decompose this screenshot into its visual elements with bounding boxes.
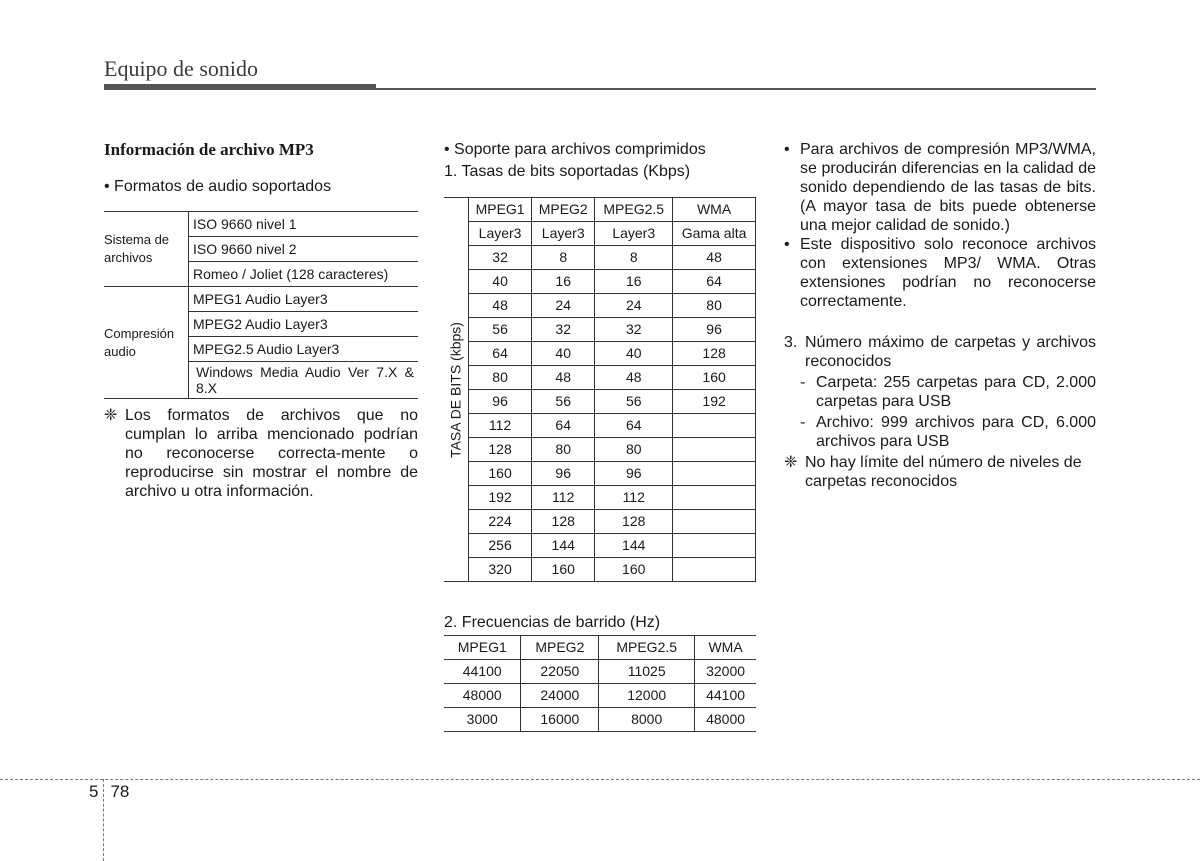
table-cell: 128 bbox=[469, 438, 532, 462]
compressed-support-bullet: • Soporte para archivos comprimidos bbox=[444, 141, 706, 158]
left-column bbox=[104, 140, 418, 501]
table-cell: 48 bbox=[673, 246, 756, 270]
table-cell: 96 bbox=[595, 462, 673, 486]
mp3-info-heading: Información de archivo MP3 bbox=[104, 140, 314, 159]
table-cell: 80 bbox=[673, 294, 756, 318]
column-header: MPEG1 bbox=[469, 198, 532, 222]
note-mark: ❈ bbox=[104, 407, 118, 424]
item-3 bbox=[784, 333, 1096, 371]
table-cell: 16 bbox=[532, 270, 595, 294]
table-cell: 128 bbox=[595, 510, 673, 534]
frequency-table bbox=[444, 635, 756, 732]
table-cell bbox=[673, 438, 756, 462]
table-cell: 56 bbox=[532, 390, 595, 414]
page-count: 78 bbox=[110, 782, 130, 801]
bullet-text: Este dispositivo solo reconoce archivos con extensiones MP3/ WMA. Otras extensiones podrían no reconocerse correctamente. bbox=[800, 236, 1096, 310]
table-row bbox=[444, 294, 756, 318]
format-group-label: Sistema de archivos bbox=[104, 212, 189, 287]
column-header: MPEG1 bbox=[444, 636, 521, 660]
table-cell: 128 bbox=[532, 510, 595, 534]
folders-note bbox=[784, 453, 1096, 491]
formats-note-text: Los formatos de archivos que no cumplan lo arriba mencionado podrían no reconocerse correcta-mente o reproducirse sin mostrar el nombre de archivo u otra información. bbox=[125, 407, 418, 500]
table-cell: 3000 bbox=[444, 708, 521, 732]
footer-divider bbox=[0, 779, 1200, 780]
table-cell bbox=[673, 462, 756, 486]
table-row bbox=[444, 660, 756, 684]
item-3-number: 3. bbox=[784, 334, 798, 351]
table-row bbox=[444, 534, 756, 558]
table-row bbox=[104, 287, 418, 312]
table-cell: 12000 bbox=[599, 684, 695, 708]
folders-note-text: No hay límite del número de niveles de carpetas reconocidos bbox=[805, 454, 1082, 490]
table-row bbox=[444, 558, 756, 582]
table-cell: 22050 bbox=[521, 660, 599, 684]
bullet-dot: • bbox=[784, 141, 790, 158]
header-rule-thin bbox=[376, 88, 1096, 90]
table-cell: 16000 bbox=[521, 708, 599, 732]
table-row bbox=[444, 246, 756, 270]
format-item: Windows Media Audio Ver 7.X & 8.X bbox=[189, 362, 419, 399]
table-cell: 24 bbox=[532, 294, 595, 318]
table-cell: 160 bbox=[595, 558, 673, 582]
header-rule-thick bbox=[104, 84, 376, 90]
note-mark: ❈ bbox=[784, 454, 798, 471]
column-subheader: Layer3 bbox=[469, 222, 532, 246]
table-cell: 112 bbox=[595, 486, 673, 510]
table-header-row bbox=[444, 198, 756, 222]
table-cell: 44100 bbox=[695, 684, 756, 708]
sub-item-text: Carpeta: 255 carpetas para CD, 2.000 carpetas para USB bbox=[816, 374, 1096, 410]
table-cell: 48 bbox=[532, 366, 595, 390]
format-item: MPEG1 Audio Layer3 bbox=[189, 287, 419, 312]
column-header: WMA bbox=[673, 198, 756, 222]
table-cell: 48 bbox=[469, 294, 532, 318]
table-cell: 80 bbox=[532, 438, 595, 462]
table-row bbox=[444, 366, 756, 390]
column-subheader: Layer3 bbox=[595, 222, 673, 246]
table-cell: 32 bbox=[595, 318, 673, 342]
bitrate-axis-label: TASA DE BITS (kbps) bbox=[447, 321, 464, 458]
sub-item bbox=[784, 373, 1096, 411]
table-cell: 144 bbox=[532, 534, 595, 558]
table-cell: 320 bbox=[469, 558, 532, 582]
column-header: MPEG2 bbox=[521, 636, 599, 660]
table-cell: 56 bbox=[469, 318, 532, 342]
table-row bbox=[444, 486, 756, 510]
table-cell: 96 bbox=[673, 318, 756, 342]
table-cell: 64 bbox=[595, 414, 673, 438]
table-cell: 128 bbox=[673, 342, 756, 366]
table-row bbox=[444, 462, 756, 486]
table-cell: 112 bbox=[469, 414, 532, 438]
column-header: MPEG2.5 bbox=[599, 636, 695, 660]
table-cell: 8 bbox=[595, 246, 673, 270]
sub-item bbox=[784, 413, 1096, 451]
format-item: MPEG2.5 Audio Layer3 bbox=[189, 337, 419, 362]
dash-mark: - bbox=[800, 374, 806, 391]
sub-item-text: Archivo: 999 archivos para CD, 6.000 archivos para USB bbox=[816, 414, 1096, 450]
table-cell bbox=[673, 534, 756, 558]
table-row bbox=[444, 708, 756, 732]
item-3-sublist bbox=[784, 373, 1096, 451]
table-cell: 40 bbox=[532, 342, 595, 366]
table-cell: 144 bbox=[595, 534, 673, 558]
table-row bbox=[444, 684, 756, 708]
table-cell bbox=[673, 558, 756, 582]
format-item: ISO 9660 nivel 2 bbox=[189, 237, 419, 262]
middle-column bbox=[444, 140, 756, 732]
table-cell: 32000 bbox=[695, 660, 756, 684]
column-header: WMA bbox=[695, 636, 756, 660]
table-cell: 256 bbox=[469, 534, 532, 558]
table-cell: 80 bbox=[595, 438, 673, 462]
table-cell: 24 bbox=[595, 294, 673, 318]
bullet-item bbox=[784, 235, 1096, 311]
column-header: MPEG2.5 bbox=[595, 198, 673, 222]
format-group-label: Compresión audio bbox=[104, 287, 189, 399]
table-cell: 96 bbox=[469, 390, 532, 414]
table-header-row bbox=[444, 636, 756, 660]
bitrate-side-cell bbox=[444, 198, 469, 582]
table-cell: 64 bbox=[469, 342, 532, 366]
table-cell: 192 bbox=[469, 486, 532, 510]
table-cell: 11025 bbox=[599, 660, 695, 684]
table-row bbox=[444, 390, 756, 414]
table-cell: 96 bbox=[532, 462, 595, 486]
format-item: MPEG2 Audio Layer3 bbox=[189, 312, 419, 337]
bitrate-table bbox=[444, 197, 756, 582]
table-cell: 192 bbox=[673, 390, 756, 414]
table-cell: 160 bbox=[673, 366, 756, 390]
table-row bbox=[444, 438, 756, 462]
table-row bbox=[444, 342, 756, 366]
bitrate-list-item: 1. Tasas de bits soportadas (Kbps) bbox=[444, 163, 691, 180]
table-cell: 8 bbox=[532, 246, 595, 270]
table-cell: 80 bbox=[469, 366, 532, 390]
page-number bbox=[89, 782, 129, 802]
frequency-list-item: 2. Frecuencias de barrido (Hz) bbox=[444, 614, 661, 631]
table-cell: 112 bbox=[532, 486, 595, 510]
column-subheader: Layer3 bbox=[532, 222, 595, 246]
table-cell: 8000 bbox=[599, 708, 695, 732]
table-cell: 24000 bbox=[521, 684, 599, 708]
table-cell: 40 bbox=[469, 270, 532, 294]
table-cell: 48000 bbox=[695, 708, 756, 732]
audio-formats-bullet: • Formatos de audio soportados bbox=[104, 178, 332, 195]
page-title: Equipo de sonido bbox=[104, 56, 258, 81]
dash-mark: - bbox=[800, 414, 806, 431]
table-cell: 32 bbox=[532, 318, 595, 342]
table-subheader-row bbox=[444, 222, 756, 246]
table-cell: 32 bbox=[469, 246, 532, 270]
formats-note bbox=[104, 406, 418, 501]
table-cell: 56 bbox=[595, 390, 673, 414]
right-column bbox=[784, 140, 1096, 491]
table-row bbox=[444, 270, 756, 294]
audio-formats-table bbox=[104, 211, 418, 399]
table-cell bbox=[673, 510, 756, 534]
table-cell: 224 bbox=[469, 510, 532, 534]
bullet-dot: • bbox=[784, 236, 790, 253]
table-row bbox=[444, 414, 756, 438]
table-cell: 64 bbox=[673, 270, 756, 294]
table-cell: 44100 bbox=[444, 660, 521, 684]
table-row bbox=[444, 318, 756, 342]
column-header: MPEG2 bbox=[532, 198, 595, 222]
table-cell bbox=[673, 486, 756, 510]
section-number: 5 bbox=[89, 782, 99, 801]
table-cell: 16 bbox=[595, 270, 673, 294]
format-item: Romeo / Joliet (128 caracteres) bbox=[189, 262, 419, 287]
table-row bbox=[104, 212, 418, 237]
item-3-text: Número máximo de carpetas y archivos reconocidos bbox=[805, 334, 1096, 370]
table-cell: 48000 bbox=[444, 684, 521, 708]
table-cell bbox=[673, 414, 756, 438]
format-item: ISO 9660 nivel 1 bbox=[189, 212, 419, 237]
table-cell: 48 bbox=[595, 366, 673, 390]
bullet-text: Para archivos de compresión MP3/WMA, se producirán diferencias en la calidad de sonido dependiendo de las tasas de bits. (A mayor tasa de bits puede obtenerse una mejor calidad de sonido.) bbox=[800, 141, 1096, 234]
table-row bbox=[444, 510, 756, 534]
table-cell: 40 bbox=[595, 342, 673, 366]
table-cell: 64 bbox=[532, 414, 595, 438]
table-cell: 160 bbox=[532, 558, 595, 582]
column-subheader: Gama alta bbox=[673, 222, 756, 246]
right-bullets bbox=[784, 140, 1096, 311]
table-cell: 160 bbox=[469, 462, 532, 486]
bullet-item bbox=[784, 140, 1096, 235]
